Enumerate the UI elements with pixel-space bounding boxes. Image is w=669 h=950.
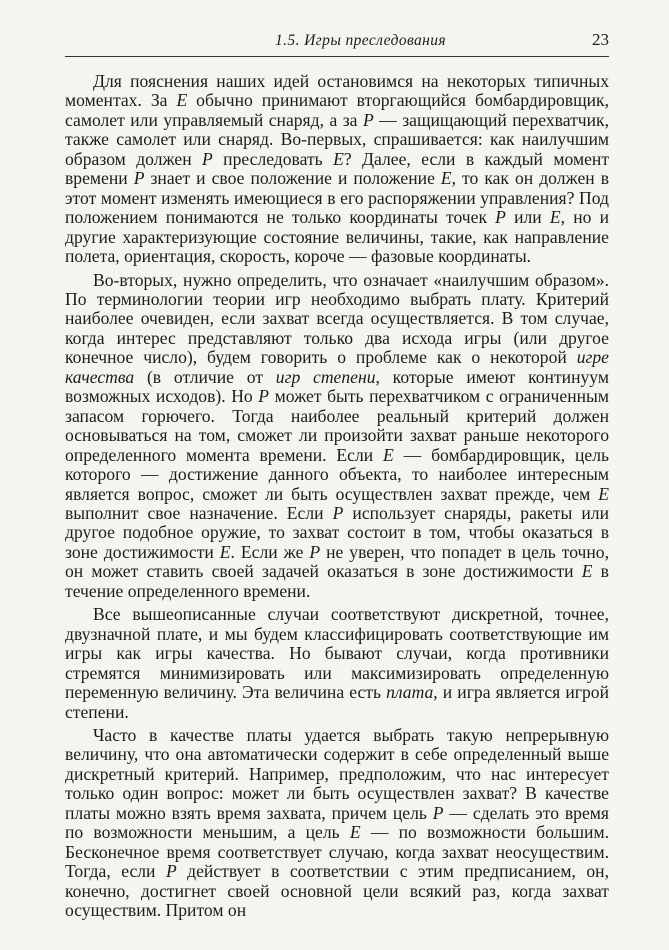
symbol-e: E <box>598 483 609 504</box>
paragraph-4: Часто в качестве платы удается выбрать такую непрерывную величину, что она автоматически содержит в себе определенный выше дискретный критерий. Например, предположим, что нас интересует только один вопрос: может ли быть осуществлен захват? В качестве платы можно взять время захвата, причем цель P — сделать это время по возможности меньшим, а цель E — по возможности большим. Бесконечное время соответствует случаю, когда захват неосуществим. Тогда, если P действует в соответствии с этим предписанием, он, конечно, достигнет своей основной цели всякий раз, когда захват осуществим. Притом он <box>65 724 610 921</box>
symbol-p: P <box>332 502 344 523</box>
paragraph-1: Для пояснения наших идей остановимся на некоторых типичных моментах. За E обычно принимают вторгающийся бомбардировщик, самолет или управляемый снаряд, а за P — защищающий перехватчик, также самолет или снаряд. Во-первых, спрашивается: как наилучшим образом должен P преследовать E? Далее, если в каждый момент времени P знает и свое положение и положение E, то как он должен в этот момент изменять имеющиеся в его распоряжении управления? Под положением понимаются не только координаты точек P или E, но и другие характеризующие состояние величины, такие, как направление полета, ориентация, скорость, короче — фазовые координаты. <box>65 71 610 267</box>
symbol-e: E <box>383 444 394 465</box>
term-game-of-kind: игре качества <box>65 347 609 387</box>
running-title: 1.5. Игры преследования <box>275 32 446 49</box>
symbol-p: P <box>202 148 213 169</box>
symbol-p: P <box>165 861 177 882</box>
symbol-p: P <box>495 207 506 228</box>
term-payoff: плата <box>386 682 434 703</box>
paragraph-3: Все вышеописанные случаи соответствуют дискретной, точнее, двузначной плате, и мы будем классифицировать соответствующие им игры как игры качества. Но бывают случаи, когда противники стремятся минимизировать или максимизировать определенную переменную величину. Эта величина есть плата, и игра является игрой степени. <box>65 604 609 722</box>
symbol-e: E <box>176 90 188 111</box>
symbol-p: P <box>133 168 145 189</box>
symbol-e: E <box>549 207 561 228</box>
symbol-p: P <box>309 541 321 562</box>
symbol-p: P <box>258 386 270 407</box>
term-game-of-degree: игр степени <box>275 366 376 387</box>
symbol-e: E <box>581 561 593 582</box>
body-text <box>65 72 609 920</box>
symbol-p: P <box>432 802 444 823</box>
page-header <box>65 30 609 57</box>
symbol-e: E <box>349 822 361 843</box>
symbol-e: E <box>440 168 452 189</box>
symbol-e: E <box>333 148 344 169</box>
symbol-e: E <box>219 541 231 562</box>
page-number: 23 <box>592 30 609 49</box>
paragraph-2: Во-вторых, нужно определить, что означает «наилучшим образом». По терминологии теории игр необходимо выбрать плату. Критерий наиболее очевиден, если захват всегда осуществляется. В том случае, когда интерес представляют только два исхода игры (или другое конечное число), будем говорить о проблеме как о некоторой игре качества (в отличие от игр степени, которые имеют континуум возможных исходов). Но P может быть перехватчиком с ограниченным запасом горючего. Тогда наиболее реальный критерий должен основываться на том, сможет ли произойти захват раньше некоторого определенного момента времени. Если E — бомбардировщик, цель которого — достижение данного объекта, то наиболее интересным является вопрос, сможет ли быть осуществлен захват прежде, чем E выполнит свое назначение. Если P использует снаряды, ракеты или другое подобное оружие, то захват состоит в том, чтобы оказаться в зоне достижимости E. Если же P не уверен, что попадет в цель точно, он может ставить своей задачей оказаться в зоне достижимости E в течение определенного времени. <box>65 269 609 601</box>
symbol-p: P <box>362 109 374 130</box>
